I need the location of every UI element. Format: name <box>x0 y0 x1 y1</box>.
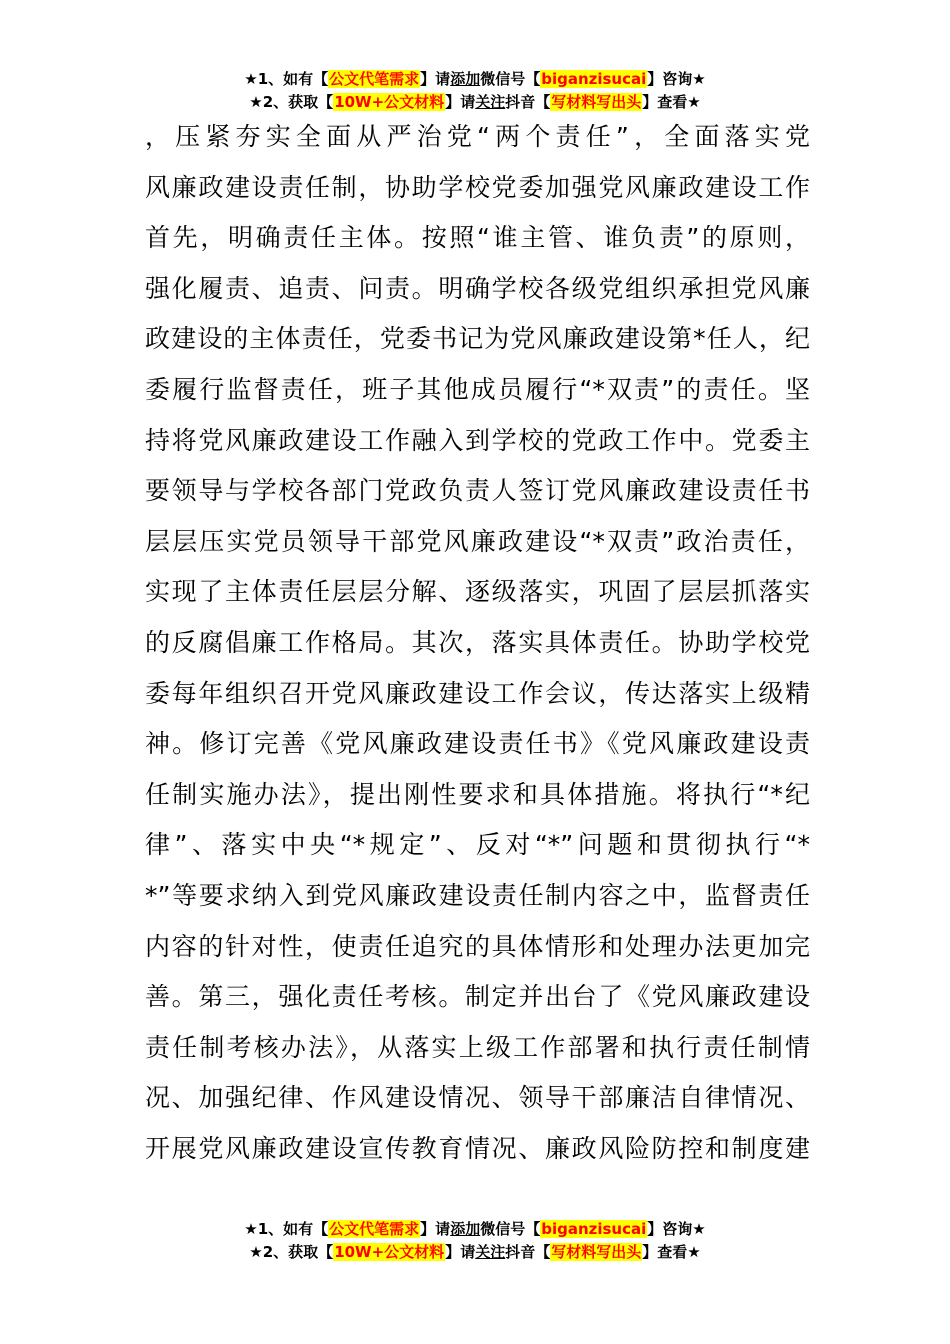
body-line: 况、加强纪律、作风建设情况、领导干部廉洁自律情况、 <box>145 1083 810 1113</box>
body-line: 持将党风廉政建设工作融入到学校的党政工作中。党委主 <box>145 425 810 455</box>
banner-text: 】请 <box>445 1243 476 1261</box>
body-line: ，压紧夯实全面从严治党“两个责任”，全面落实党 <box>145 122 810 151</box>
banner-text: 微信号【 <box>480 70 541 88</box>
banner-text: 】请 <box>420 70 451 88</box>
body-line: 律”、落实中央“*规定”、反对“*”问题和贯彻执行“* <box>145 830 810 860</box>
banner-text: 抖音【 <box>505 93 551 111</box>
banner-underlined-text: 关注 <box>475 1243 506 1261</box>
header-banner <box>0 68 950 114</box>
body-line: 实现了主体责任层层分解、逐级落实，巩固了层层抓落实 <box>145 577 810 607</box>
body-line: 风廉政建设责任制，协助学校党委加强党风廉政建设工作 <box>145 172 810 202</box>
banner-line-1 <box>0 68 950 91</box>
body-line: 首先，明确责任主体。按照“谁主管、谁负责”的原则， <box>145 223 810 253</box>
highlight-service: 公文代笔需求 <box>329 70 420 88</box>
body-line: 开展党风廉政建设宣传教育情况、廉政风险防控和制度建 <box>145 1133 810 1163</box>
banner-text: ★2、获取【 <box>249 93 334 111</box>
banner-text: 】查看★ <box>642 1243 701 1261</box>
body-line: 的反腐倡廉工作格局。其次，落实具体责任。协助学校党 <box>145 627 810 657</box>
highlight-service: 公文代笔需求 <box>329 1220 420 1238</box>
banner-text: ★1、如有【 <box>244 1220 329 1238</box>
body-line: 责任制考核办法》，从落实上级工作部署和执行责任制情 <box>145 1032 810 1062</box>
body-line: 善。第三，强化责任考核。制定并出台了《党风廉政建设 <box>145 982 810 1012</box>
banner-underlined-text: 添加 <box>450 70 481 88</box>
banner-text: 】请 <box>445 93 476 111</box>
body-line: 层层压实党员领导干部党风廉政建设“*双责”政治责任， <box>145 526 810 556</box>
body-line: 委履行监督责任，班子其他成员履行“*双责”的责任。坚 <box>145 374 810 404</box>
body-line: 神。修订完善《党风廉政建设责任书》《党风廉政建设责 <box>145 729 810 759</box>
body-line: 政建设的主体责任，党委书记为党风廉政建设第*任人，纪 <box>145 324 810 354</box>
banner-text: ★2、获取【 <box>249 1243 334 1261</box>
body-line: 强化履责、追责、问责。明确学校各级党组织承担党风廉 <box>145 273 810 303</box>
highlight-materials: 10W+公文材料 <box>334 1243 445 1261</box>
body-line: *”等要求纳入到党风廉政建设责任制内容之中，监督责任 <box>145 880 810 910</box>
banner-text: 】咨询★ <box>647 1220 706 1238</box>
highlight-materials: 10W+公文材料 <box>334 93 445 111</box>
banner-text: ★1、如有【 <box>244 70 329 88</box>
banner-underlined-text: 关注 <box>475 93 506 111</box>
body-line: 内容的针对性，使责任追究的具体情形和处理办法更加完 <box>145 931 810 961</box>
body-line: 要领导与学校各部门党政负责人签订党风廉政建设责任书 <box>145 476 810 506</box>
highlight-wechat-id: biganzisucai <box>541 1220 647 1238</box>
body-line: 委每年组织召开党风廉政建设工作会议，传达落实上级精 <box>145 678 810 708</box>
banner-text: 】请 <box>420 1220 451 1238</box>
highlight-douyin: 写材料写出头 <box>551 1243 642 1261</box>
highlight-wechat-id: biganzisucai <box>541 70 647 88</box>
banner-text: 】查看★ <box>642 93 701 111</box>
banner-text: 微信号【 <box>480 1220 541 1238</box>
banner-line-1 <box>0 1218 950 1241</box>
body-line: 任制实施办法》，提出刚性要求和具体措施。将执行“*纪 <box>145 779 810 809</box>
banner-text: 】咨询★ <box>647 70 706 88</box>
banner-text: 抖音【 <box>505 1243 551 1261</box>
banner-line-2 <box>0 1241 950 1264</box>
highlight-douyin: 写材料写出头 <box>551 93 642 111</box>
document-body <box>145 112 810 1174</box>
banner-line-2 <box>0 91 950 114</box>
footer-banner <box>0 1218 950 1264</box>
banner-underlined-text: 添加 <box>450 1220 481 1238</box>
